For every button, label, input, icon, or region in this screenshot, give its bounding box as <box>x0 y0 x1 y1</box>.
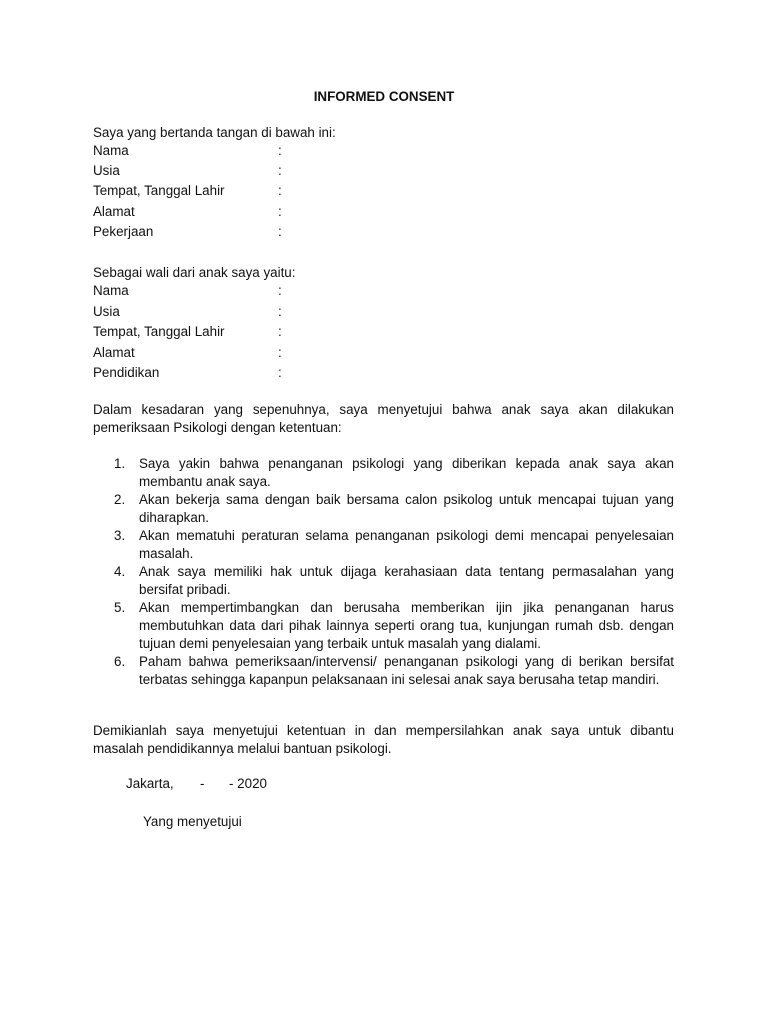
list-item-number: 4. <box>114 564 126 579</box>
date-year: - 2020 <box>229 776 267 791</box>
list-item-number: 1. <box>114 456 126 471</box>
list-item-number: 3. <box>114 528 126 543</box>
list-item <box>93 563 674 599</box>
list-item-text: Akan mematuhi peraturan selama penanganan psikologi demi mencapai penyelesaian masalah. <box>139 528 674 561</box>
guardian-intro-text: Sebagai wali dari anak saya yaitu: <box>93 265 296 280</box>
list-item-text: Anak saya memiliki hak untuk dijaga kerahasiaan data tentang permasalahan yang bersifat pribadi. <box>139 564 674 597</box>
list-item-number: 6. <box>114 654 126 669</box>
closing-paragraph: Demikianlah saya menyetujui ketentuan in dan mempersilahkan anak saya untuk dibantu masalah pendidikannya melalui bantuan psikologi. <box>93 723 674 756</box>
field-label: Usia <box>93 304 120 319</box>
list-item-text: Saya yakin bahwa penanganan psikologi yang diberikan kepada anak saya akan membantu anak saya. <box>139 456 674 489</box>
field-label: Pendidikan <box>93 365 160 380</box>
list-item-number: 5. <box>114 600 126 615</box>
consent-paragraph: Dalam kesadaran yang sepenuhnya, saya menyetujui bahwa anak saya akan dilakukan pemeriksaan Psikologi dengan ketentuan: <box>93 402 674 435</box>
field-label: Nama <box>93 283 129 298</box>
list-item-text: Paham bahwa pemeriksaan/intervensi/ penanganan psikologi yang di berikan bersifat terbatas sehingga kapanpun pelaksanaan ini selesai anak saya berusaha tetap mandiri. <box>139 654 674 687</box>
field-label: Pekerjaan <box>93 224 154 239</box>
field-label: Tempat, Tanggal Lahir <box>93 183 225 198</box>
field-colon: : <box>278 143 282 158</box>
field-colon: : <box>278 204 282 219</box>
list-item <box>93 599 674 653</box>
list-item <box>93 653 674 689</box>
list-item <box>93 527 674 563</box>
field-label: Alamat <box>93 345 135 360</box>
field-label: Alamat <box>93 204 135 219</box>
list-item <box>93 491 674 527</box>
field-colon: : <box>278 304 282 319</box>
field-colon: : <box>278 163 282 178</box>
list-item-text: Akan bekerja sama dengan baik bersama calon psikolog untuk mencapai tujuan yang diharapkan. <box>139 492 674 525</box>
signer-label: Yang menyetujui <box>143 814 242 829</box>
field-colon: : <box>278 324 282 339</box>
place-text: Jakarta, <box>126 776 174 791</box>
field-colon: : <box>278 345 282 360</box>
date-separator: - <box>200 776 205 791</box>
list-item <box>93 455 674 491</box>
field-colon: : <box>278 183 282 198</box>
field-label: Nama <box>93 143 129 158</box>
field-colon: : <box>278 283 282 298</box>
list-item-number: 2. <box>114 492 126 507</box>
document-title: INFORMED CONSENT <box>313 89 455 104</box>
field-colon: : <box>278 224 282 239</box>
field-colon: : <box>278 365 282 380</box>
intro-text: Saya yang bertanda tangan di bawah ini: <box>93 125 336 140</box>
list-item-text: Akan mempertimbangkan dan berusaha memberikan ijin jika penanganan harus membutuhkan data dari pihak lainnya seperti orang tua, kunjungan rumah dsb. dengan tujuan demi penyelesaian yang terbaik untuk masalah yang dialami. <box>139 600 674 651</box>
field-label: Usia <box>93 163 120 178</box>
field-label: Tempat, Tanggal Lahir <box>93 324 225 339</box>
terms-list <box>93 455 674 689</box>
